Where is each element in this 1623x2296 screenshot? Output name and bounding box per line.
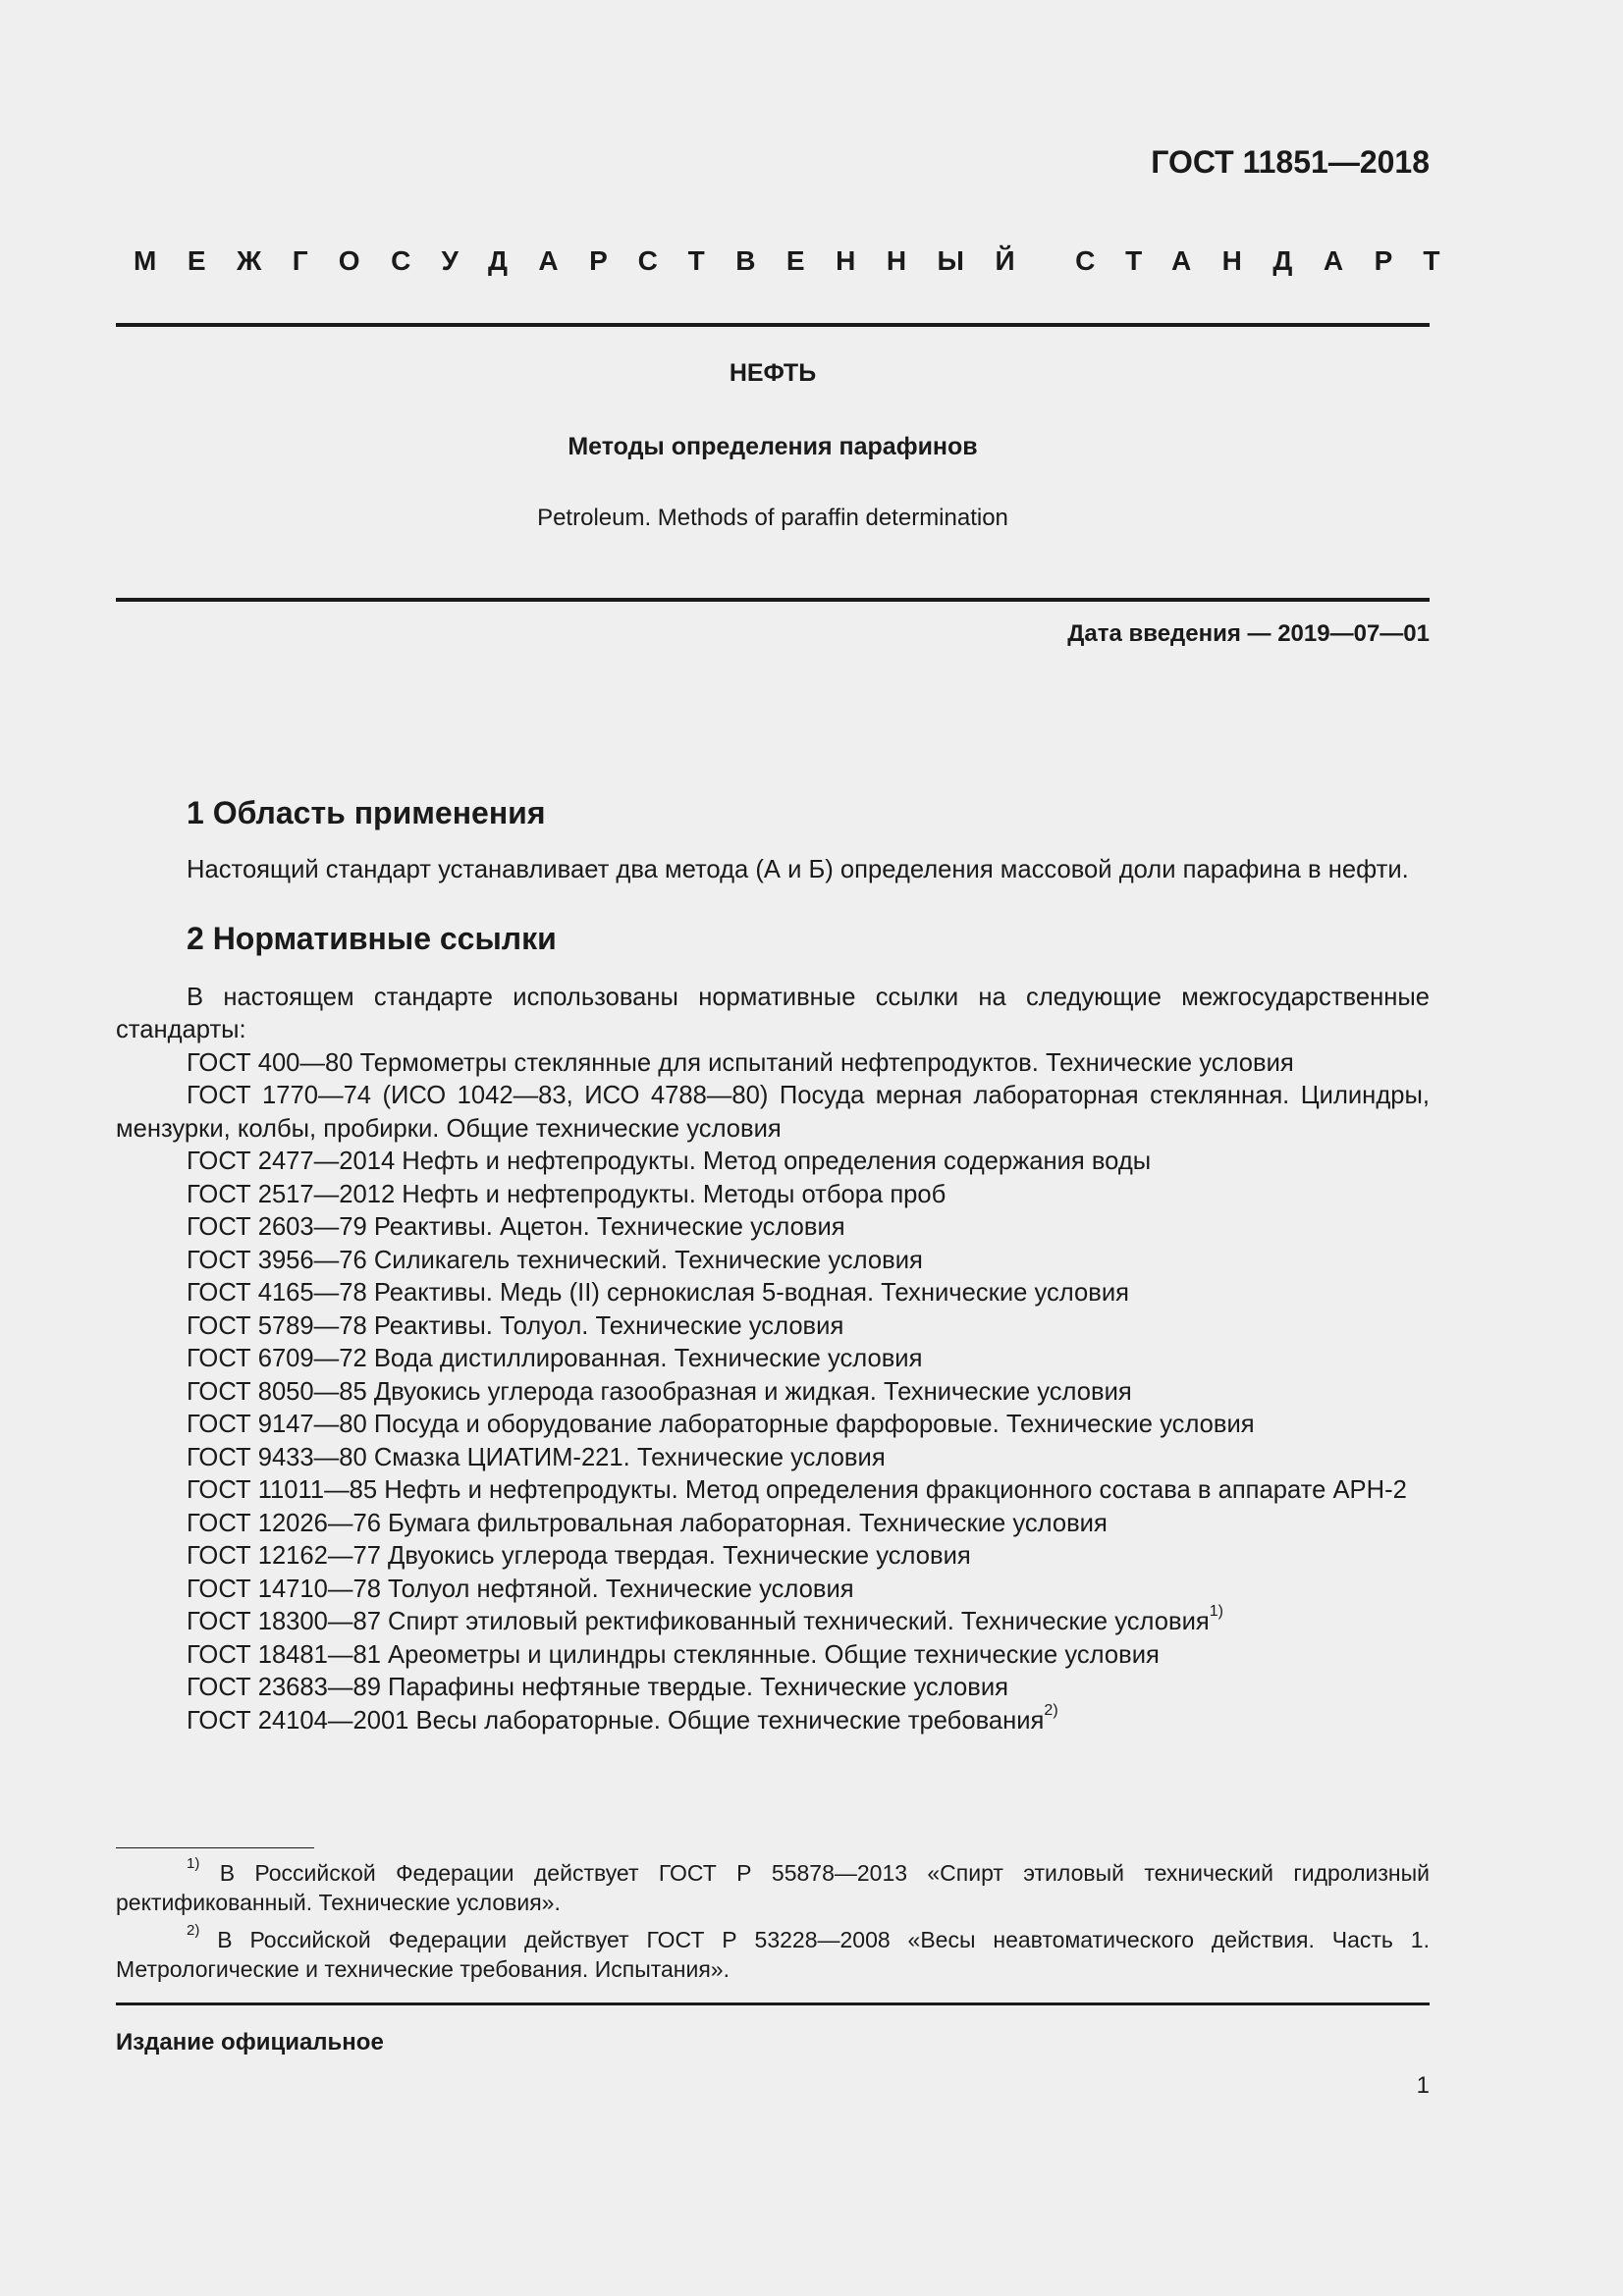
document-page bbox=[116, 0, 1471, 2296]
reference-text: ГОСТ 18481—81 Ареометры и цилиндры стеклянные. Общие технические условия bbox=[187, 1640, 1160, 1669]
doc-title: НЕФТЬ bbox=[729, 359, 817, 387]
standard-kind-word-1: МЕЖГОСУДАРСТВЕННЫЙ bbox=[134, 245, 1047, 276]
reference-text: ГОСТ 14710—78 Толуол нефтяной. Технические условия bbox=[187, 1575, 854, 1603]
reference-item bbox=[116, 1442, 1430, 1475]
edition-label: Издание официальное bbox=[116, 2029, 384, 2056]
reference-item bbox=[116, 1343, 1430, 1376]
footnote-divider bbox=[116, 1847, 314, 1848]
reference-item bbox=[116, 1474, 1430, 1508]
reference-item bbox=[116, 1701, 1430, 1738]
section-1-text: Настоящий стандарт устанавливает два метода (А и Б) определения массовой доли парафина в нефти. bbox=[187, 856, 1409, 883]
reference-item bbox=[116, 1508, 1430, 1541]
footnote-text: В Российской Федерации действует ГОСТ Р 53228—2008 «Весы неавтоматического действия. Часть 1. Метрологические и технические требования. Испытания». bbox=[116, 1927, 1430, 1982]
standard-kind-word-2: СТАНДАРТ bbox=[1075, 245, 1471, 276]
footnote-mark: 1) bbox=[187, 1855, 200, 1873]
reference-text: ГОСТ 4165—78 Реактивы. Медь (II) сернокислая 5-водная. Технические условия bbox=[187, 1279, 1129, 1307]
reference-text: ГОСТ 400—80 Термометры стеклянные для испытаний нефтепродуктов. Технические условия bbox=[187, 1048, 1294, 1077]
section-1-heading: 1 Область применения bbox=[187, 795, 546, 830]
reference-item bbox=[116, 1047, 1430, 1081]
footnote-mark: 2) bbox=[1044, 1701, 1058, 1719]
reference-item bbox=[116, 1574, 1430, 1607]
reference-text: ГОСТ 24104—2001 Весы лабораторные. Общие технические требования bbox=[187, 1706, 1045, 1735]
reference-text: ГОСТ 11011—85 Нефть и нефтепродукты. Метод определения фракционного состава в аппарате АРН-2 bbox=[187, 1476, 1407, 1504]
reference-text: ГОСТ 3956—76 Силикагель технический. Технические условия bbox=[187, 1246, 923, 1274]
doc-number: ГОСТ 11851—2018 bbox=[1151, 144, 1430, 180]
reference-item bbox=[116, 1639, 1430, 1673]
footnote-item bbox=[116, 1855, 1430, 1917]
reference-item bbox=[116, 1603, 1430, 1639]
reference-text: ГОСТ 1770—74 (ИСО 1042—83, ИСО 4788—80) Посуда мерная лабораторная стеклянная. Цилиндры, мензурки, колбы, пробирки. Общие технические условия bbox=[116, 1082, 1430, 1143]
top-divider bbox=[116, 323, 1430, 327]
reference-text: ГОСТ 6709—72 Вода дистиллированная. Технические условия bbox=[187, 1345, 923, 1372]
references-list bbox=[116, 1047, 1430, 1738]
reference-item bbox=[116, 1310, 1430, 1344]
reference-item bbox=[116, 1540, 1430, 1574]
doc-title-english: Petroleum. Methods of paraffin determination bbox=[537, 505, 1008, 531]
footnote-item bbox=[116, 1922, 1430, 1984]
intro-date: Дата введения — 2019—07—01 bbox=[1067, 620, 1430, 647]
reference-item bbox=[116, 1146, 1430, 1179]
reference-item bbox=[116, 1277, 1430, 1310]
section-2-heading: 2 Нормативные ссылки bbox=[187, 920, 557, 956]
footnote-mark: 1) bbox=[1209, 1603, 1223, 1621]
bottom-divider bbox=[116, 2002, 1430, 2005]
doc-subtitle: Методы определения парафинов bbox=[568, 433, 978, 460]
document-body bbox=[116, 785, 1430, 1737]
reference-text: ГОСТ 12026—76 Бумага фильтровальная лабораторная. Технические условия bbox=[187, 1509, 1108, 1537]
reference-text: ГОСТ 5789—78 Реактивы. Толуол. Технические условия bbox=[187, 1311, 844, 1340]
page-number: 1 bbox=[1416, 2072, 1430, 2099]
reference-text: ГОСТ 18300—87 Спирт этиловый ректификованный технический. Технические условия bbox=[187, 1608, 1210, 1635]
footnote-text: В Российской Федерации действует ГОСТ Р 55878—2013 «Спирт этиловый технический гидролизный ректификованный. Технические условия». bbox=[116, 1860, 1430, 1915]
reference-item bbox=[116, 1672, 1430, 1705]
reference-text: ГОСТ 9433—80 Смазка ЦИАТИМ-221. Технические условия bbox=[187, 1443, 886, 1471]
reference-item bbox=[116, 1211, 1430, 1245]
reference-text: ГОСТ 2477—2014 Нефть и нефтепродукты. Метод определения содержания воды bbox=[187, 1148, 1152, 1175]
standard-kind bbox=[134, 245, 1471, 277]
title-divider bbox=[116, 598, 1430, 602]
reference-item bbox=[116, 1080, 1430, 1146]
reference-text: ГОСТ 12162—77 Двуокись углерода твердая. Технические условия bbox=[187, 1542, 971, 1570]
reference-item bbox=[116, 1179, 1430, 1212]
reference-text: ГОСТ 9147—80 Посуда и оборудование лабораторные фарфоровые. Технические условия bbox=[187, 1411, 1255, 1438]
reference-text: ГОСТ 23683—89 Парафины нефтяные твердые. Технические условия bbox=[187, 1674, 1008, 1701]
reference-text: ГОСТ 2517—2012 Нефть и нефтепродукты. Методы отбора проб bbox=[187, 1180, 947, 1208]
footnote-mark: 2) bbox=[187, 1922, 200, 1940]
reference-item bbox=[116, 1245, 1430, 1278]
reference-item bbox=[116, 1376, 1430, 1410]
reference-text: ГОСТ 8050—85 Двуокись углерода газообразная и жидкая. Технические условия bbox=[187, 1377, 1132, 1406]
section-2-text: В настоящем стандарте использованы нормативные ссылки на следующие межгосударственные стандарты: bbox=[116, 983, 1430, 1043]
reference-text: ГОСТ 2603—79 Реактивы. Ацетон. Технические условия bbox=[187, 1213, 845, 1241]
footnotes bbox=[116, 1855, 1430, 1992]
reference-item bbox=[116, 1409, 1430, 1442]
